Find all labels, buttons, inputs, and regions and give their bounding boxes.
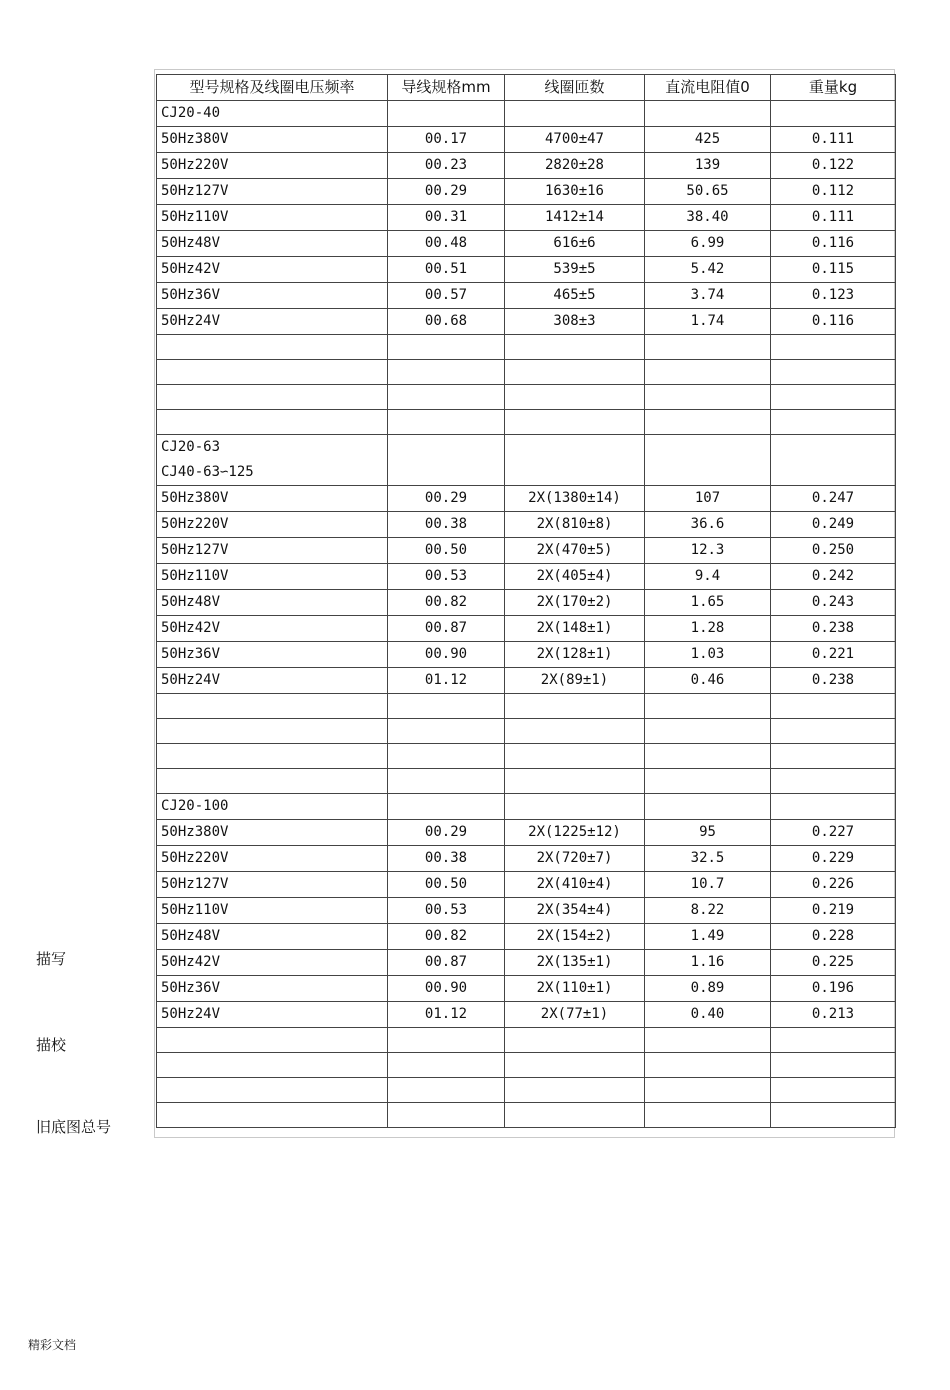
cell-coil-turns: 1630±16 [505,179,645,205]
cell-wire-spec: 00.48 [388,231,505,257]
table-body [157,75,896,1128]
cell-dc-resistance: 12.3 [645,538,771,564]
empty-cell [645,744,771,769]
cell-wire-spec: 00.29 [388,486,505,512]
side-label-old-drawing: 旧底图总号 [36,1118,112,1136]
empty-cell [645,385,771,410]
table-row [157,1002,896,1028]
cell-coil-turns: 2820±28 [505,153,645,179]
empty-cell [645,794,771,820]
cell-wire-spec: 00.38 [388,512,505,538]
cell-wire-spec: 00.23 [388,153,505,179]
empty-cell [645,769,771,794]
cell-weight: 0.219 [771,898,896,924]
empty-cell [771,360,896,385]
cell-coil-turns: 616±6 [505,231,645,257]
cell-coil-turns: 2X(1380±14) [505,486,645,512]
empty-cell [505,435,645,486]
cell-voltage-frequency: 50Hz36V [157,976,388,1002]
cell-coil-turns: 2X(89±1) [505,668,645,694]
table-row [157,820,896,846]
empty-cell [771,794,896,820]
cell-weight: 0.238 [771,616,896,642]
blank-row [157,1028,896,1053]
table-row [157,231,896,257]
cell-voltage-frequency: 50Hz380V [157,127,388,153]
empty-cell [157,385,388,410]
cell-weight: 0.115 [771,257,896,283]
table-row [157,127,896,153]
empty-cell [388,694,505,719]
cell-dc-resistance: 107 [645,486,771,512]
empty-cell [505,769,645,794]
empty-cell [505,1103,645,1128]
cell-voltage-frequency: 50Hz127V [157,872,388,898]
empty-cell [388,1053,505,1078]
cell-dc-resistance: 0.89 [645,976,771,1002]
empty-cell [505,101,645,127]
cell-dc-resistance: 1.16 [645,950,771,976]
table-row [157,898,896,924]
cell-coil-turns: 2X(410±4) [505,872,645,898]
cell-coil-turns: 2X(810±8) [505,512,645,538]
cell-dc-resistance: 8.22 [645,898,771,924]
cell-coil-turns: 2X(110±1) [505,976,645,1002]
cell-wire-spec: 00.57 [388,283,505,309]
empty-cell [771,1028,896,1053]
cell-coil-turns: 2X(148±1) [505,616,645,642]
table-row [157,616,896,642]
group-model-name: CJ20-100 [161,798,229,814]
cell-wire-spec: 00.51 [388,257,505,283]
cell-coil-turns: 2X(170±2) [505,590,645,616]
table-row [157,642,896,668]
group-model-name: CJ40-63∽125 [161,464,254,480]
empty-cell [505,385,645,410]
empty-cell [645,694,771,719]
cell-wire-spec: 00.90 [388,976,505,1002]
empty-cell [645,1078,771,1103]
table-row [157,846,896,872]
empty-cell [388,1103,505,1128]
empty-cell [645,410,771,435]
cell-dc-resistance: 32.5 [645,846,771,872]
cell-wire-spec: 00.53 [388,898,505,924]
empty-cell [505,410,645,435]
cell-coil-turns: 2X(77±1) [505,1002,645,1028]
cell-wire-spec: 00.17 [388,127,505,153]
cell-wire-spec: 01.12 [388,668,505,694]
cell-coil-turns: 2X(1225±12) [505,820,645,846]
blank-row [157,1053,896,1078]
cell-dc-resistance: 50.65 [645,179,771,205]
empty-cell [645,335,771,360]
footer-text: 精彩文档 [28,1338,77,1352]
blank-row [157,335,896,360]
empty-cell [388,435,505,486]
cell-wire-spec: 00.90 [388,642,505,668]
cell-dc-resistance: 1.03 [645,642,771,668]
cell-weight: 0.250 [771,538,896,564]
cell-wire-spec: 00.87 [388,950,505,976]
blank-row [157,744,896,769]
cell-weight: 0.247 [771,486,896,512]
cell-weight: 0.228 [771,924,896,950]
cell-voltage-frequency: 50Hz48V [157,231,388,257]
cell-voltage-frequency: 50Hz42V [157,950,388,976]
cell-dc-resistance: 425 [645,127,771,153]
empty-cell [388,335,505,360]
cell-coil-turns: 2X(135±1) [505,950,645,976]
table-row [157,590,896,616]
empty-cell [505,1028,645,1053]
group-model-name: CJ20-63 [161,439,221,455]
cell-weight: 0.242 [771,564,896,590]
cell-weight: 0.226 [771,872,896,898]
empty-cell [157,719,388,744]
empty-cell [388,360,505,385]
empty-cell [157,769,388,794]
empty-cell [388,744,505,769]
cell-voltage-frequency: 50Hz127V [157,179,388,205]
empty-cell [771,744,896,769]
empty-cell [157,744,388,769]
table-row [157,924,896,950]
cell-wire-spec: 01.12 [388,1002,505,1028]
empty-cell [771,769,896,794]
cell-coil-turns: 1412±14 [505,205,645,231]
cell-weight: 0.122 [771,153,896,179]
table-row [157,512,896,538]
empty-cell [157,694,388,719]
cell-voltage-frequency: 50Hz127V [157,538,388,564]
side-label-draw: 描写 [36,950,67,968]
empty-cell [505,744,645,769]
group-header-row [157,101,896,127]
empty-cell [645,1028,771,1053]
header-turns: 线圈匝数 [505,75,645,101]
cell-weight: 0.123 [771,283,896,309]
cell-coil-turns: 2X(405±4) [505,564,645,590]
group-header-row [157,794,896,820]
table-row [157,872,896,898]
cell-voltage-frequency: 50Hz380V [157,820,388,846]
group-model-label [157,101,388,127]
cell-wire-spec: 00.38 [388,846,505,872]
cell-voltage-frequency: 50Hz110V [157,898,388,924]
header-model: 型号规格及线圈电压频率 [157,75,388,101]
cell-dc-resistance: 1.74 [645,309,771,335]
cell-dc-resistance: 139 [645,153,771,179]
empty-cell [157,335,388,360]
empty-cell [771,410,896,435]
header-weight: 重量kg [771,75,896,101]
empty-cell [388,769,505,794]
empty-cell [645,719,771,744]
table-row [157,283,896,309]
empty-cell [388,1078,505,1103]
blank-row [157,410,896,435]
cell-coil-turns: 539±5 [505,257,645,283]
table-row [157,976,896,1002]
cell-weight: 0.221 [771,642,896,668]
cell-wire-spec: 00.87 [388,616,505,642]
cell-weight: 0.111 [771,127,896,153]
cell-dc-resistance: 9.4 [645,564,771,590]
header-wire: 导线规格mm [388,75,505,101]
table-row [157,538,896,564]
cell-wire-spec: 00.82 [388,924,505,950]
cell-coil-turns: 2X(354±4) [505,898,645,924]
table-header-row [157,75,896,101]
empty-cell [505,1078,645,1103]
cell-weight: 0.196 [771,976,896,1002]
cell-coil-turns: 308±3 [505,309,645,335]
empty-cell [388,101,505,127]
cell-wire-spec: 00.53 [388,564,505,590]
cell-weight: 0.238 [771,668,896,694]
header-resistance: 直流电阻值0 [645,75,771,101]
cell-dc-resistance: 0.46 [645,668,771,694]
empty-cell [157,1078,388,1103]
empty-cell [505,794,645,820]
blank-row [157,694,896,719]
cell-voltage-frequency: 50Hz36V [157,642,388,668]
table-row [157,486,896,512]
cell-dc-resistance: 5.42 [645,257,771,283]
cell-weight: 0.229 [771,846,896,872]
cell-weight: 0.111 [771,205,896,231]
side-label-check: 描校 [36,1036,67,1054]
blank-row [157,719,896,744]
table-row [157,564,896,590]
empty-cell [645,101,771,127]
empty-cell [771,335,896,360]
empty-cell [505,719,645,744]
empty-cell [157,410,388,435]
cell-coil-turns: 2X(720±7) [505,846,645,872]
cell-wire-spec: 00.31 [388,205,505,231]
blank-row [157,360,896,385]
empty-cell [388,410,505,435]
cell-dc-resistance: 1.49 [645,924,771,950]
cell-voltage-frequency: 50Hz380V [157,486,388,512]
empty-cell [157,1103,388,1128]
cell-voltage-frequency: 50Hz110V [157,564,388,590]
table-row [157,205,896,231]
empty-cell [388,1028,505,1053]
cell-voltage-frequency: 50Hz24V [157,668,388,694]
empty-cell [505,694,645,719]
cell-dc-resistance: 1.28 [645,616,771,642]
cell-weight: 0.227 [771,820,896,846]
table-row [157,309,896,335]
cell-dc-resistance: 36.6 [645,512,771,538]
cell-dc-resistance: 3.74 [645,283,771,309]
cell-wire-spec: 00.50 [388,872,505,898]
cell-voltage-frequency: 50Hz24V [157,309,388,335]
cell-coil-turns: 2X(470±5) [505,538,645,564]
blank-row [157,1103,896,1128]
table-row [157,950,896,976]
blank-row [157,1078,896,1103]
cell-voltage-frequency: 50Hz42V [157,616,388,642]
cell-dc-resistance: 1.65 [645,590,771,616]
empty-cell [157,1028,388,1053]
table-row [157,179,896,205]
empty-cell [771,1103,896,1128]
cell-dc-resistance: 10.7 [645,872,771,898]
cell-weight: 0.243 [771,590,896,616]
empty-cell [157,1053,388,1078]
cell-coil-turns: 465±5 [505,283,645,309]
empty-cell [771,719,896,744]
empty-cell [771,435,896,486]
cell-dc-resistance: 6.99 [645,231,771,257]
cell-weight: 0.116 [771,309,896,335]
blank-row [157,769,896,794]
cell-wire-spec: 00.29 [388,179,505,205]
empty-cell [505,1053,645,1078]
cell-wire-spec: 00.29 [388,820,505,846]
cell-voltage-frequency: 50Hz36V [157,283,388,309]
cell-weight: 0.249 [771,512,896,538]
table-row [157,668,896,694]
cell-voltage-frequency: 50Hz42V [157,257,388,283]
empty-cell [645,360,771,385]
coil-spec-table [156,74,896,1128]
cell-voltage-frequency: 50Hz220V [157,512,388,538]
empty-cell [388,719,505,744]
cell-weight: 0.213 [771,1002,896,1028]
empty-cell [771,1078,896,1103]
empty-cell [645,1103,771,1128]
cell-coil-turns: 2X(154±2) [505,924,645,950]
cell-coil-turns: 2X(128±1) [505,642,645,668]
empty-cell [157,360,388,385]
cell-voltage-frequency: 50Hz24V [157,1002,388,1028]
cell-voltage-frequency: 50Hz48V [157,590,388,616]
empty-cell [771,385,896,410]
group-model-label [157,794,388,820]
cell-weight: 0.112 [771,179,896,205]
cell-voltage-frequency: 50Hz220V [157,846,388,872]
cell-wire-spec: 00.82 [388,590,505,616]
cell-weight: 0.225 [771,950,896,976]
group-model-label [157,435,388,486]
group-model-name: CJ20-40 [161,105,221,121]
cell-dc-resistance: 95 [645,820,771,846]
empty-cell [388,385,505,410]
cell-coil-turns: 4700±47 [505,127,645,153]
empty-cell [645,1053,771,1078]
empty-cell [388,794,505,820]
empty-cell [771,694,896,719]
group-header-row [157,435,896,486]
empty-cell [771,101,896,127]
cell-voltage-frequency: 50Hz110V [157,205,388,231]
empty-cell [771,1053,896,1078]
cell-wire-spec: 00.50 [388,538,505,564]
blank-row [157,385,896,410]
cell-wire-spec: 00.68 [388,309,505,335]
cell-voltage-frequency: 50Hz220V [157,153,388,179]
cell-dc-resistance: 0.40 [645,1002,771,1028]
empty-cell [505,335,645,360]
table-row [157,153,896,179]
table-row [157,257,896,283]
empty-cell [505,360,645,385]
cell-weight: 0.116 [771,231,896,257]
cell-voltage-frequency: 50Hz48V [157,924,388,950]
cell-dc-resistance: 38.40 [645,205,771,231]
empty-cell [645,435,771,486]
